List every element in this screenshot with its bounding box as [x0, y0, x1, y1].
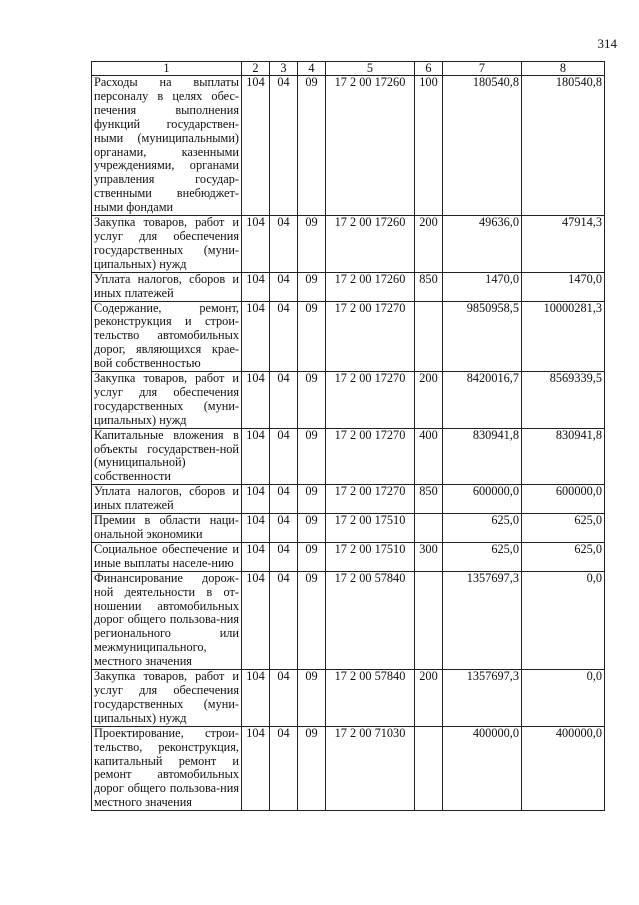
target-article-cell: 17 2 00 17260: [326, 216, 415, 273]
header-row: [92, 62, 605, 76]
expense-type-cell: 100: [415, 76, 443, 216]
target-article-cell: 17 2 00 17260: [326, 272, 415, 301]
amount-col7-cell: 600000,0: [443, 485, 522, 514]
target-article-cell: 17 2 00 17270: [326, 301, 415, 372]
table-row: [92, 372, 605, 429]
expense-type-cell: [415, 726, 443, 810]
expense-type-cell: 200: [415, 372, 443, 429]
amount-col7-cell: 1470,0: [443, 272, 522, 301]
amount-col8-cell: 0,0: [522, 571, 605, 669]
amount-col8-cell: 600000,0: [522, 485, 605, 514]
amount-col7-cell: 625,0: [443, 514, 522, 543]
header-cell-3: 3: [270, 62, 298, 76]
target-article-cell: 17 2 00 17270: [326, 428, 415, 485]
table-row: [92, 428, 605, 485]
amount-col7-cell: 1357697,3: [443, 571, 522, 669]
section-cell: 04: [270, 571, 298, 669]
department-cell: 104: [242, 272, 270, 301]
subsection-cell: 09: [298, 372, 326, 429]
budget-table: [91, 61, 605, 811]
department-cell: 104: [242, 301, 270, 372]
expense-type-cell: 400: [415, 428, 443, 485]
section-cell: 04: [270, 670, 298, 727]
table-row: [92, 670, 605, 727]
section-cell: 04: [270, 272, 298, 301]
department-cell: 104: [242, 485, 270, 514]
section-cell: 04: [270, 542, 298, 571]
row-name-cell: Уплата налогов, сборов и иных платежей: [92, 485, 242, 514]
department-cell: 104: [242, 571, 270, 669]
amount-col7-cell: 8420016,7: [443, 372, 522, 429]
row-name-cell: Закупка товаров, работ и услуг для обеспечения государственных (муни-ципальных) нужд: [92, 372, 242, 429]
target-article-cell: 17 2 00 17270: [326, 485, 415, 514]
header-cell-1: 1: [92, 62, 242, 76]
subsection-cell: 09: [298, 272, 326, 301]
amount-col7-cell: 180540,8: [443, 76, 522, 216]
section-cell: 04: [270, 301, 298, 372]
expense-type-cell: 300: [415, 542, 443, 571]
amount-col8-cell: 47914,3: [522, 216, 605, 273]
section-cell: 04: [270, 372, 298, 429]
amount-col7-cell: 9850958,5: [443, 301, 522, 372]
row-name-cell: Капитальные вложения в объекты государствен-ной (муниципальной) собственности: [92, 428, 242, 485]
target-article-cell: 17 2 00 17270: [326, 372, 415, 429]
expense-type-cell: [415, 514, 443, 543]
section-cell: 04: [270, 514, 298, 543]
row-name-cell: Содержание, ремонт, реконструкция и строи-тельство автомобильных дорог, являющихся крае-вой собственностью: [92, 301, 242, 372]
table-row: [92, 485, 605, 514]
table-row: [92, 514, 605, 543]
subsection-cell: 09: [298, 514, 326, 543]
target-article-cell: 17 2 00 57840: [326, 670, 415, 727]
subsection-cell: 09: [298, 485, 326, 514]
row-name-cell: Социальное обеспечение и иные выплаты населе-нию: [92, 542, 242, 571]
table-row: [92, 272, 605, 301]
row-name-cell: Финансирование дорож-ной деятельности в от-ношении автомобильных дорог общего пользова-ния регионального или межмуниципального, местного значения: [92, 571, 242, 669]
amount-col8-cell: 625,0: [522, 542, 605, 571]
row-name-cell: Закупка товаров, работ и услуг для обеспечения государственных (муни-ципальных) нужд: [92, 216, 242, 273]
target-article-cell: 17 2 00 71030: [326, 726, 415, 810]
section-cell: 04: [270, 76, 298, 216]
amount-col8-cell: 830941,8: [522, 428, 605, 485]
amount-col8-cell: 180540,8: [522, 76, 605, 216]
header-cell-7: 7: [443, 62, 522, 76]
amount-col8-cell: 1470,0: [522, 272, 605, 301]
header-cell-6: 6: [415, 62, 443, 76]
department-cell: 104: [242, 76, 270, 216]
amount-col7-cell: 625,0: [443, 542, 522, 571]
table-row: [92, 571, 605, 669]
row-name-cell: Уплата налогов, сборов и иных платежей: [92, 272, 242, 301]
department-cell: 104: [242, 428, 270, 485]
expense-type-cell: 850: [415, 272, 443, 301]
target-article-cell: 17 2 00 17260: [326, 76, 415, 216]
target-article-cell: 17 2 00 17510: [326, 514, 415, 543]
subsection-cell: 09: [298, 542, 326, 571]
table-row: [92, 76, 605, 216]
table-row: [92, 726, 605, 810]
header-cell-8: 8: [522, 62, 605, 76]
amount-col7-cell: 49636,0: [443, 216, 522, 273]
section-cell: 04: [270, 726, 298, 810]
amount-col8-cell: 8569339,5: [522, 372, 605, 429]
subsection-cell: 09: [298, 571, 326, 669]
row-name-cell: Проектирование, строи-тельство, реконструкция, капитальный ремонт и ремонт автомобильных дорог общего пользова-ния местного значения: [92, 726, 242, 810]
amount-col8-cell: 0,0: [522, 670, 605, 727]
expense-type-cell: 850: [415, 485, 443, 514]
subsection-cell: 09: [298, 428, 326, 485]
target-article-cell: 17 2 00 17510: [326, 542, 415, 571]
subsection-cell: 09: [298, 216, 326, 273]
row-name-cell: Расходы на выплаты персоналу в целях обес-печения выполнения функций государствен-ными (муниципальными) органами, казенными учреждениями, органами управления государ-ственными внебюджет-ными фондами: [92, 76, 242, 216]
subsection-cell: 09: [298, 301, 326, 372]
subsection-cell: 09: [298, 726, 326, 810]
department-cell: 104: [242, 670, 270, 727]
header-cell-5: 5: [326, 62, 415, 76]
department-cell: 104: [242, 514, 270, 543]
amount-col8-cell: 10000281,3: [522, 301, 605, 372]
department-cell: 104: [242, 372, 270, 429]
row-name-cell: Премии в области наци-ональной экономики: [92, 514, 242, 543]
subsection-cell: 09: [298, 76, 326, 216]
expense-type-cell: 200: [415, 670, 443, 727]
table-row: [92, 542, 605, 571]
header-cell-4: 4: [298, 62, 326, 76]
section-cell: 04: [270, 216, 298, 273]
row-name-cell: Закупка товаров, работ и услуг для обеспечения государственных (муни-ципальных) нужд: [92, 670, 242, 727]
section-cell: 04: [270, 485, 298, 514]
amount-col7-cell: 830941,8: [443, 428, 522, 485]
department-cell: 104: [242, 726, 270, 810]
subsection-cell: 09: [298, 670, 326, 727]
section-cell: 04: [270, 428, 298, 485]
department-cell: 104: [242, 542, 270, 571]
amount-col8-cell: 625,0: [522, 514, 605, 543]
amount-col8-cell: 400000,0: [522, 726, 605, 810]
header-cell-2: 2: [242, 62, 270, 76]
table-row: [92, 216, 605, 273]
expense-type-cell: 200: [415, 216, 443, 273]
amount-col7-cell: 1357697,3: [443, 670, 522, 727]
table-row: [92, 301, 605, 372]
department-cell: 104: [242, 216, 270, 273]
expense-type-cell: [415, 301, 443, 372]
target-article-cell: 17 2 00 57840: [326, 571, 415, 669]
page-number: 314: [597, 36, 617, 51]
expense-type-cell: [415, 571, 443, 669]
amount-col7-cell: 400000,0: [443, 726, 522, 810]
